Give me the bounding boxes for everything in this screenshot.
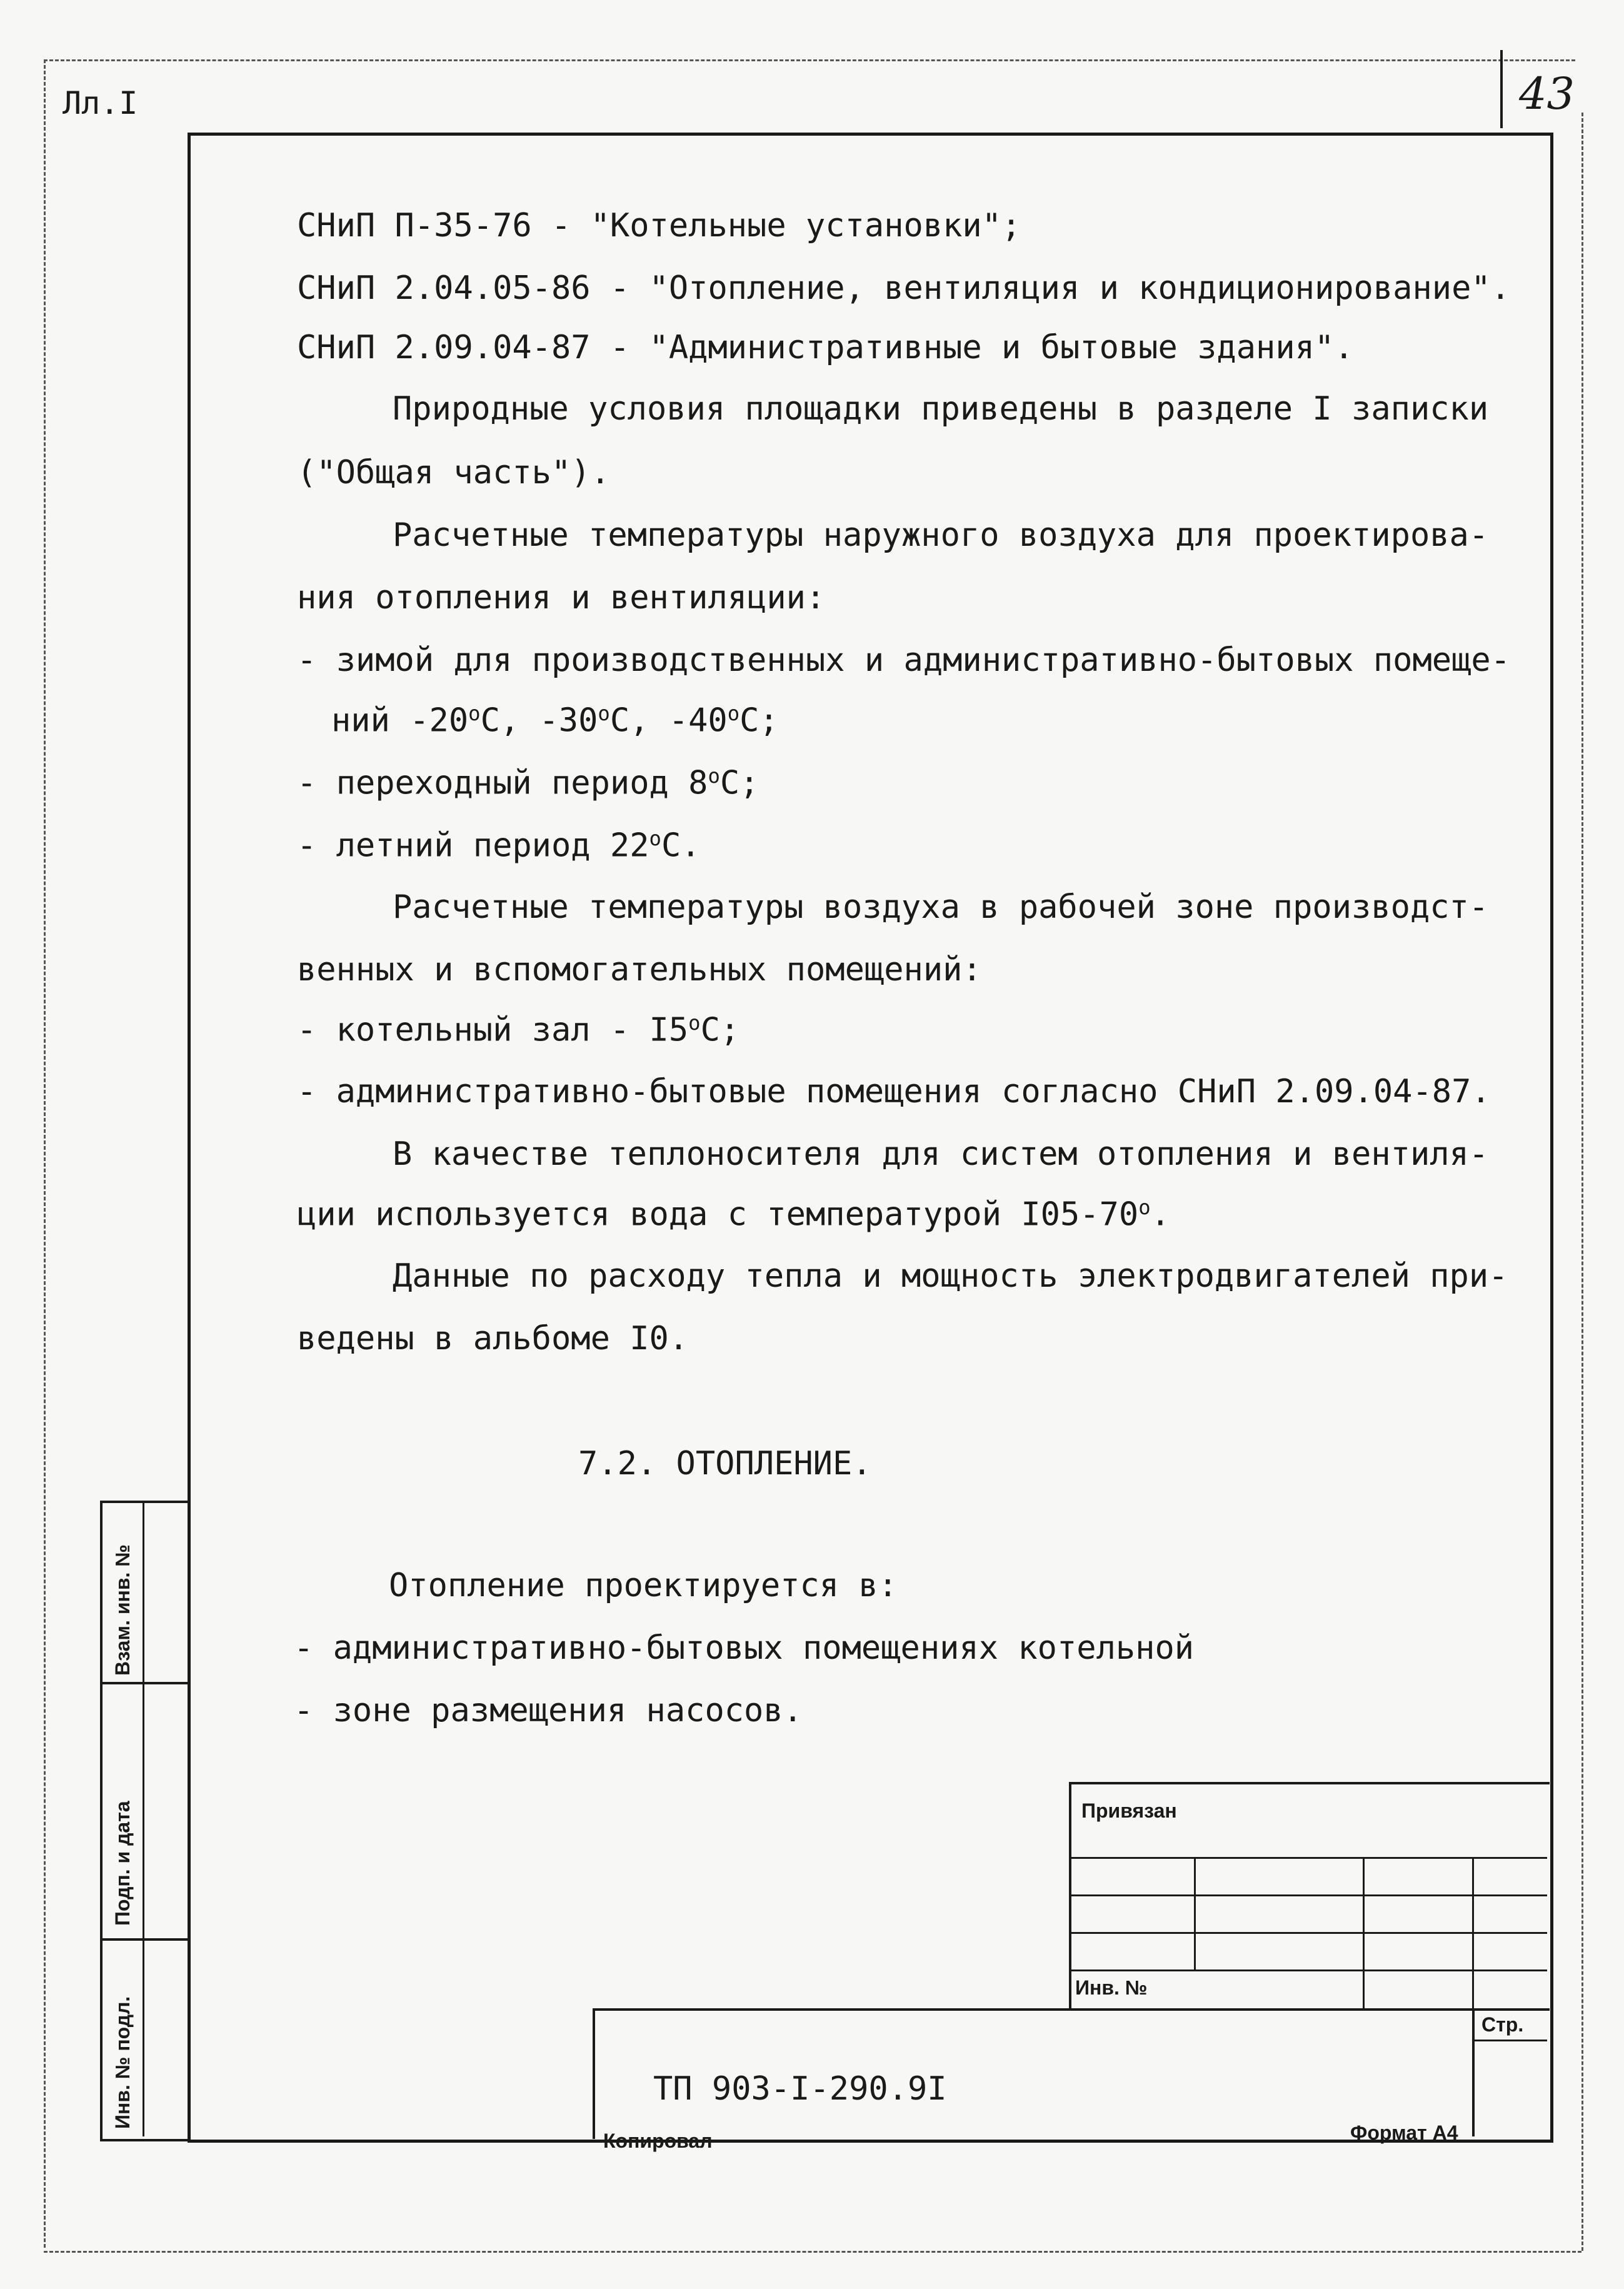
paragraph-line: ции используется вода с температурой $I05-70^о$. [297,1195,1170,1234]
paragraph-line: Отопление проектируется в: [389,1567,898,1604]
inv-no-label: Инв. № [1075,1976,1148,1999]
privyazan-label: Привязан [1081,1799,1177,1822]
format-label: Формат А4 [1350,2121,1458,2144]
snip-line: СНиП 2.09.04-87 - "Административные и бытовые здания". [297,329,1354,366]
paragraph-line: Расчетные температуры наружного воздуха для проектирова- [393,516,1489,554]
paragraph-line: Данные по расходу тепла и мощность электродвигателей при- [393,1257,1508,1295]
paragraph-line: венных и вспомогательных помещений: [297,951,982,989]
snip-line: СНиП 2.04.05-86 - "Отопление, вентиляция и кондиционирование". [297,269,1511,307]
snip-line: СНиП П-35-76 - "Котельные установки"; [297,207,1021,244]
copied-label: Копировал [603,2130,713,2152]
sheet-label: Лл.I [63,85,138,121]
list-item-admin: - административно-бытовые помещения согласно СНиП 2.09.04-87. [297,1073,1491,1110]
section-title: 7.2. ОТОПЛЕНИЕ. [578,1445,872,1482]
side-label-inv-podl: Инв. № подл. [111,1996,134,2129]
list-item-boiler: - котельный зал - $I5^оС$; [297,1011,740,1049]
document-code: ТП 903-I-290.9I [653,2070,947,2108]
paragraph-line: ведены в альбоме I0. [297,1320,689,1357]
page-label: Стр. [1481,2013,1524,2036]
page-number: 43 [1519,68,1575,119]
list-item-transition: - переходный период $8^оС$; [297,764,759,802]
list-item-winter-temps: ний $-20^оС$, $-30^оС$, $-40^оС$; [331,702,779,740]
side-label-vzam: Взам. инв. № [111,1544,134,1676]
side-label-podp: Подп. и дата [111,1801,134,1926]
paragraph-line: Расчетные температуры воздуха в рабочей зоне производст- [393,888,1489,926]
list-item: - административно-бытовых помещениях котельной [294,1629,1195,1667]
paragraph-line: ("Общая часть"). [297,454,610,491]
paragraph-line: ния отопления и вентиляции: [297,579,826,616]
list-item-winter: - зимой для производственных и административно-бытовых помеще- [297,641,1511,679]
paragraph-line: Природные условия площадки приведены в разделе I записки [393,390,1489,428]
paragraph-line: В качестве теплоносителя для систем отопления и вентиля- [393,1135,1489,1173]
list-item: - зоне размещения насосов. [294,1692,803,1729]
list-item-summer: - летний период $22^оС$. [297,827,701,865]
